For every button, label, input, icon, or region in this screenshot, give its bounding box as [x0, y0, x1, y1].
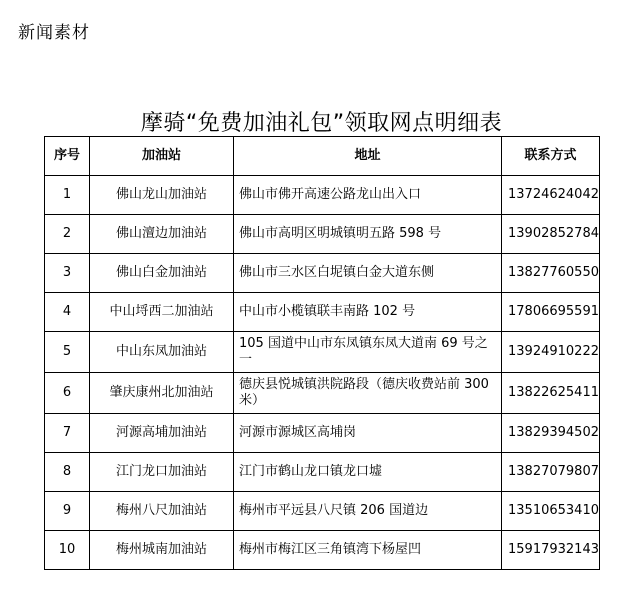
station-phone: 13827760550 — [502, 254, 600, 293]
table-row — [45, 215, 600, 254]
station-name: 河源高埔加油站 — [90, 414, 234, 453]
row-number: 4 — [45, 293, 90, 332]
station-phone: 13822625411 — [502, 373, 600, 414]
station-address: 梅州市梅江区三角镇湾下杨屋凹 — [234, 531, 502, 570]
station-phone: 13902852784 — [502, 215, 600, 254]
station-name: 中山埒西二加油站 — [90, 293, 234, 332]
row-number: 6 — [45, 373, 90, 414]
station-phone: 17806695591 — [502, 293, 600, 332]
row-number: 5 — [45, 332, 90, 373]
table-row — [45, 492, 600, 531]
station-phone: 13827079807 — [502, 453, 600, 492]
section-label: 新闻素材 — [18, 23, 90, 43]
column-header-station: 加油站 — [90, 137, 234, 176]
row-number: 1 — [45, 176, 90, 215]
table-row — [45, 293, 600, 332]
station-table — [44, 136, 600, 570]
station-address: 河源市源城区高埔岗 — [234, 414, 502, 453]
table-row — [45, 373, 600, 414]
row-number: 2 — [45, 215, 90, 254]
station-address: 德庆县悦城镇洪院路段（德庆收费站前 300 米） — [234, 373, 502, 414]
station-address: 105 国道中山市东凤镇东凤大道南 69 号之一 — [234, 332, 502, 373]
table-header-row — [45, 137, 600, 176]
station-name: 肇庆康州北加油站 — [90, 373, 234, 414]
row-number: 8 — [45, 453, 90, 492]
station-name: 梅州八尺加油站 — [90, 492, 234, 531]
station-name: 梅州城南加油站 — [90, 531, 234, 570]
table-row — [45, 176, 600, 215]
document-title: 摩骑“免费加油礼包”领取网点明细表 — [140, 111, 503, 136]
table-row — [45, 332, 600, 373]
station-name: 佛山澶边加油站 — [90, 215, 234, 254]
station-phone: 13724624042 — [502, 176, 600, 215]
row-number: 9 — [45, 492, 90, 531]
station-phone: 15917932143 — [502, 531, 600, 570]
row-number: 3 — [45, 254, 90, 293]
column-header-phone: 联系方式 — [502, 137, 600, 176]
column-header-address: 地址 — [234, 137, 502, 176]
row-number: 10 — [45, 531, 90, 570]
station-address: 江门市鹤山龙口镇龙口墟 — [234, 453, 502, 492]
table-row — [45, 453, 600, 492]
station-address: 佛山市高明区明城镇明五路 598 号 — [234, 215, 502, 254]
station-name: 佛山白金加油站 — [90, 254, 234, 293]
column-header-no: 序号 — [45, 137, 90, 176]
station-address: 中山市小榄镇联丰南路 102 号 — [234, 293, 502, 332]
station-name: 佛山龙山加油站 — [90, 176, 234, 215]
station-phone: 13510653410 — [502, 492, 600, 531]
table-row — [45, 414, 600, 453]
station-phone: 13829394502 — [502, 414, 600, 453]
table-row — [45, 531, 600, 570]
table-row — [45, 254, 600, 293]
row-number: 7 — [45, 414, 90, 453]
station-name: 江门龙口加油站 — [90, 453, 234, 492]
station-address: 佛山市三水区白坭镇白金大道东侧 — [234, 254, 502, 293]
station-phone: 13924910222 — [502, 332, 600, 373]
station-address: 梅州市平远县八尺镇 206 国道边 — [234, 492, 502, 531]
station-name: 中山东凤加油站 — [90, 332, 234, 373]
station-address: 佛山市佛开高速公路龙山出入口 — [234, 176, 502, 215]
